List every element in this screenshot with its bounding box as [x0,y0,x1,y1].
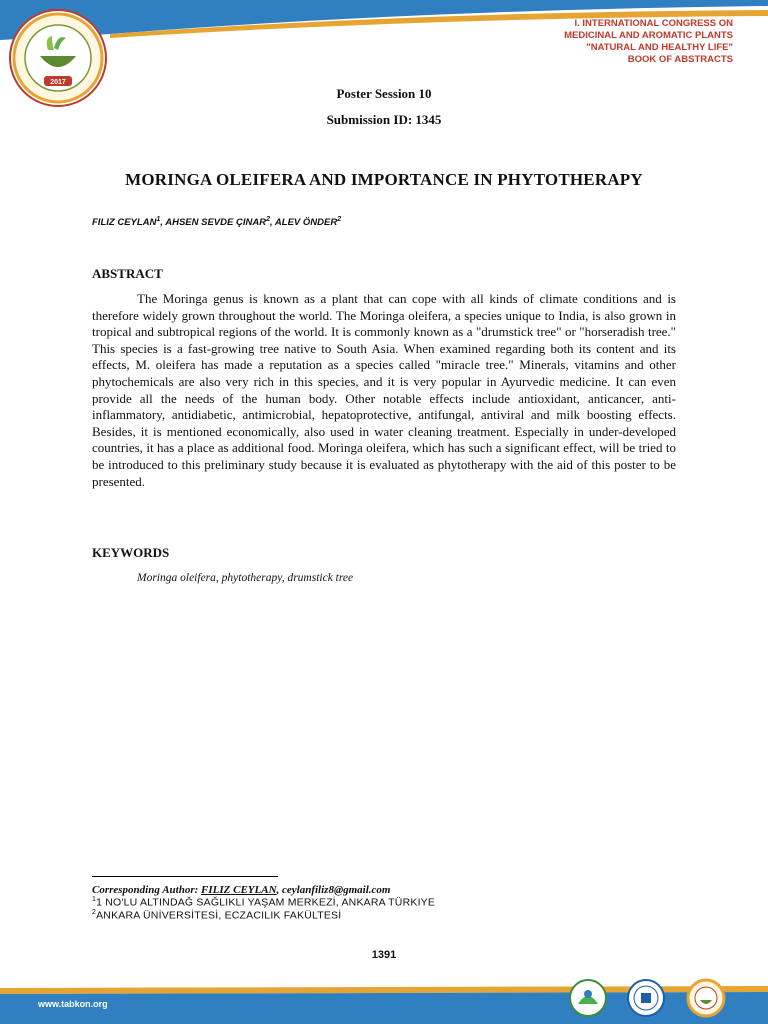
author-name: ALEV ÖNDER [274,217,338,229]
corresponding-author-name: FILIZ CEYLAN [201,884,277,896]
corresponding-email: , ceylanfiliz8@gmail.com [276,884,391,896]
keywords-heading: KEYWORDS [92,545,170,560]
footer-website-link[interactable]: www.tabkon.org [38,999,108,1009]
logo-year: 2017 [50,79,66,86]
poster-session: Poster Session 10 [336,86,432,101]
corresponding-label: Corresponding Author: [92,884,202,896]
paper-title: MORINGA OLEIFERA AND IMPORTANCE IN PHYTOTHERAPY [125,170,643,189]
abstract-heading: ABSTRACT [92,266,163,281]
affiliation-mark: 2 [92,909,97,916]
congress-header-line: I. INTERNATIONAL CONGRESS ON [574,18,733,29]
congress-header-line: BOOK OF ABSTRACTS [627,54,733,65]
partner-logo-gold [686,978,726,1018]
partner-logo-green [568,978,608,1018]
corresponding-author-note [92,884,390,896]
affiliation-text: ANKARA ÜNİVERSİTESİ, ECZACILIK FAKÜLTESİ [96,909,342,922]
author-separator: , [160,217,166,229]
affiliation-note [92,909,341,922]
author-separator: , [269,217,275,229]
submission-id: Submission ID: 1345 [326,112,442,127]
keywords-list: Moringa oleifera, phytotherapy, drumstick tree [137,572,354,584]
congress-header-line: MEDICINAL AND AROMATIC PLANTS [564,30,733,41]
author-affiliation-mark: 1 [156,216,161,223]
author-affiliation-mark: 2 [266,216,270,223]
congress-header-line: "NATURAL AND HEALTHY LIFE" [586,42,733,53]
affiliation-mark: 1 [92,896,97,903]
author-affiliation-mark: 2 [337,216,342,223]
abstract-body: The Moringa genus is known as a plant that can cope with all kinds of climate conditions and is therefore widely grown throughout the world. The Moringa oleifera, a species unique to India, is also grown in tropical and subtropical regions of the world. It is commonly known as a "drumstick tree" or "horseradish tree." This species is a fast-growing tree native to South Asia. When examined regarding both its content and its effects, M. oleifera has made a reputation as a species called "miracle tree." Minerals, vitamins and other phytochemicals are also very rich in this species, and it is very popular in Ayurvedic medicine. It can even provide all the needs of the human body. Other notable effects include antioxidant, anticancer, anti-inflammatory, antidiabetic, antimicrobial, hepatoprotective, antifungal, antiviral and milk boosting effects. Besides, it is mentioned economically, also used in water cleaning treatment. Especially in under-developed countries, it has a place as additional food. Moringa oleifera, which has such a significant effect, will be tried to be introduced to this preliminary study because it is evaluated as phytotherapy with the aid of this poster to be presented. [92,291,676,489]
author-list [92,216,341,228]
author-name: AHSEN SEVDE ÇINAR [165,217,267,229]
footnote-divider [92,876,278,877]
page-number: 1391 [371,949,397,961]
affiliation-text: 1 NO'LU ALTINDAĞ SAĞLIKLI YAŞAM MERKEZİ, ANKARA TÜRKIYE [96,896,436,909]
author-name: FILIZ CEYLAN [92,217,157,229]
congress-header [403,18,733,66]
affiliation-note [92,896,435,909]
partner-logo-blue [626,978,666,1018]
